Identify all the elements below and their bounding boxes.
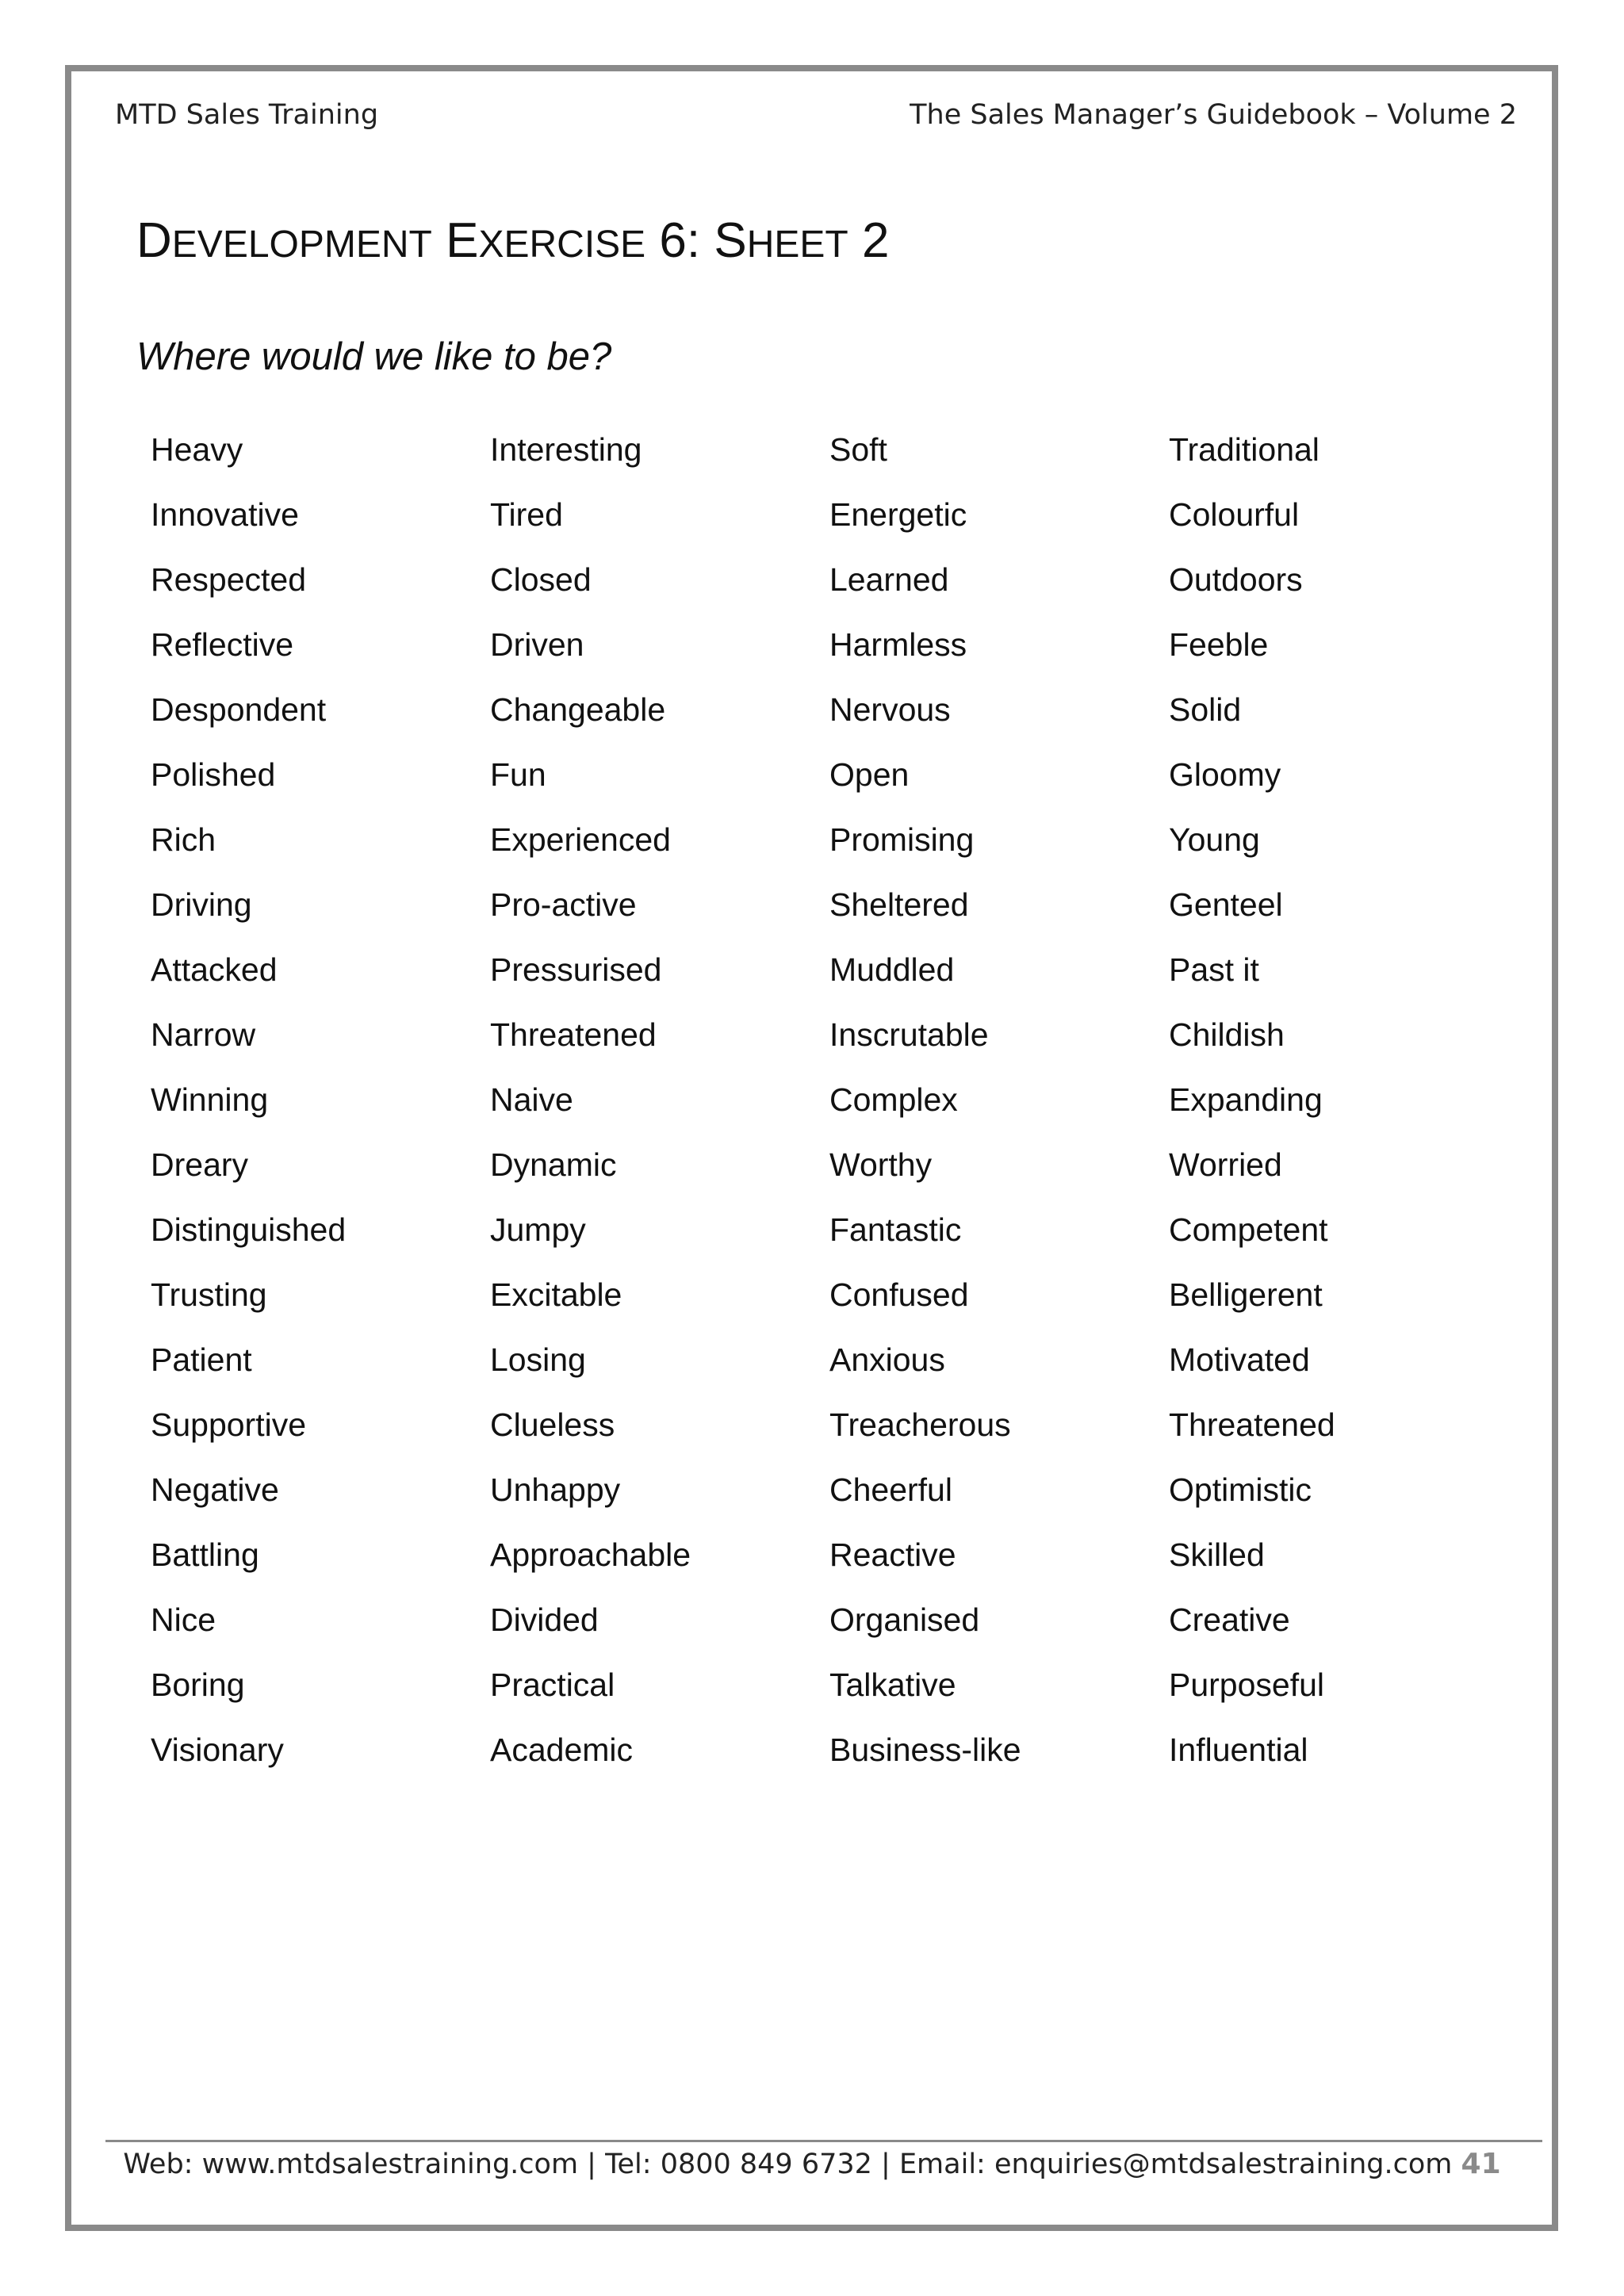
word-cell: Colourful [1169, 496, 1300, 533]
page-number: 41 [1461, 2148, 1501, 2180]
word-cell: Anxious [829, 1341, 945, 1378]
header-right: The Sales Manager’s Guidebook – Volume 2 [910, 99, 1517, 131]
word-cell: Inscrutable [829, 1016, 989, 1053]
word-cell: Academic [490, 1732, 634, 1768]
word-cell: Battling [151, 1536, 259, 1573]
word-cell: Talkative [829, 1667, 956, 1703]
word-cell: Clueless [490, 1406, 615, 1443]
word-cell: Negative [151, 1471, 279, 1508]
word-cell: Narrow [151, 1016, 256, 1053]
word-cell: Naive [490, 1081, 573, 1118]
subtitle: Where would we like to be? [136, 335, 612, 378]
word-cell: Polished [151, 756, 276, 793]
word-cell: Competent [1169, 1211, 1328, 1248]
word-cell: Fantastic [829, 1211, 962, 1248]
word-cell: Threatened [1169, 1406, 1335, 1443]
word-cell: Changeable [490, 691, 666, 728]
word-cell: Distinguished [151, 1211, 347, 1248]
title-initial: D [136, 213, 172, 268]
word-cell: Business-like [829, 1732, 1021, 1768]
word-cell: Pressurised [490, 951, 662, 988]
word-cell: Respected [151, 561, 307, 598]
word-cell: Supportive [151, 1406, 307, 1443]
word-cell: Approachable [490, 1536, 691, 1573]
word-cell: Worried [1169, 1146, 1282, 1183]
word-cell: Worthy [829, 1146, 933, 1183]
word-cell: Skilled [1169, 1536, 1265, 1573]
word-cell: Genteel [1169, 886, 1283, 923]
word-cell: Young [1169, 821, 1260, 858]
page-title [136, 212, 889, 269]
word-cell: Closed [490, 561, 592, 598]
footer-rule [105, 2140, 1542, 2142]
word-cell: Feeble [1169, 626, 1269, 663]
word-cell: Energetic [829, 496, 967, 533]
word-grid [151, 423, 1499, 1789]
word-cell: Heavy [151, 431, 243, 468]
title-number: 6: [659, 213, 701, 268]
word-cell: Innovative [151, 496, 299, 533]
word-cell: Soft [829, 431, 887, 468]
word-cell: Nice [151, 1601, 216, 1638]
word-cell: Treacherous [829, 1406, 1011, 1443]
word-cell: Trusting [151, 1276, 267, 1313]
word-cell: Organised [829, 1601, 980, 1638]
word-cell: Patient [151, 1341, 252, 1378]
word-cell: Learned [829, 561, 949, 598]
word-cell: Expanding [1169, 1081, 1323, 1118]
word-cell: Optimistic [1169, 1471, 1312, 1508]
word-cell: Experienced [490, 821, 671, 858]
word-cell: Attacked [151, 951, 278, 988]
word-cell: Winning [151, 1081, 269, 1118]
word-cell: Driven [490, 626, 584, 663]
title-smallcaps: EVELOPMENT [171, 224, 432, 266]
word-cell: Cheerful [829, 1471, 952, 1508]
word-cell: Rich [151, 821, 216, 858]
word-cell: Jumpy [490, 1211, 586, 1248]
word-cell: Fun [490, 756, 546, 793]
word-cell: Losing [490, 1341, 586, 1378]
word-cell: Open [829, 756, 910, 793]
word-cell: Past it [1169, 951, 1259, 988]
header-left: MTD Sales Training [115, 99, 379, 131]
word-cell: Reflective [151, 626, 294, 663]
word-cell: Traditional [1169, 431, 1320, 468]
word-cell: Tired [490, 496, 563, 533]
word-cell: Influential [1169, 1732, 1308, 1768]
word-cell: Reactive [829, 1536, 956, 1573]
title-initial: E [446, 213, 479, 268]
word-cell: Excitable [490, 1276, 622, 1313]
word-cell: Outdoors [1169, 561, 1303, 598]
word-cell: Dreary [151, 1146, 249, 1183]
word-cell: Threatened [490, 1016, 657, 1053]
word-cell: Boring [151, 1667, 245, 1703]
word-cell: Nervous [829, 691, 951, 728]
word-cell: Promising [829, 821, 975, 858]
word-cell: Solid [1169, 691, 1242, 728]
title-smallcaps: XERCISE [478, 224, 646, 266]
footer [0, 2148, 1624, 2180]
word-cell: Purposeful [1169, 1667, 1325, 1703]
word-cell: Motivated [1169, 1341, 1310, 1378]
word-cell: Divided [490, 1601, 599, 1638]
word-cell: Dynamic [490, 1146, 617, 1183]
word-cell: Visionary [151, 1732, 284, 1768]
title-smallcaps: HEET [746, 224, 848, 266]
word-cell: Belligerent [1169, 1276, 1323, 1313]
word-cell: Confused [829, 1276, 969, 1313]
word-cell: Childish [1169, 1016, 1285, 1053]
word-cell: Unhappy [490, 1471, 621, 1508]
word-cell: Gloomy [1169, 756, 1281, 793]
title-sheet-number: 2 [861, 213, 890, 268]
word-cell: Sheltered [829, 886, 969, 923]
word-cell: Pro-active [490, 886, 637, 923]
word-cell: Driving [151, 886, 252, 923]
word-cell: Complex [829, 1081, 958, 1118]
title-initial: S [714, 213, 747, 268]
footer-contact: Web: www.mtdsalestraining.com | Tel: 0800 849 6732 | Email: enquiries@mtdsalestraining.com [123, 2149, 1453, 2180]
word-cell: Harmless [829, 626, 967, 663]
word-cell: Creative [1169, 1601, 1290, 1638]
word-cell: Despondent [151, 691, 327, 728]
word-cell: Practical [490, 1667, 615, 1703]
word-cell: Interesting [490, 431, 642, 468]
word-cell: Muddled [829, 951, 955, 988]
